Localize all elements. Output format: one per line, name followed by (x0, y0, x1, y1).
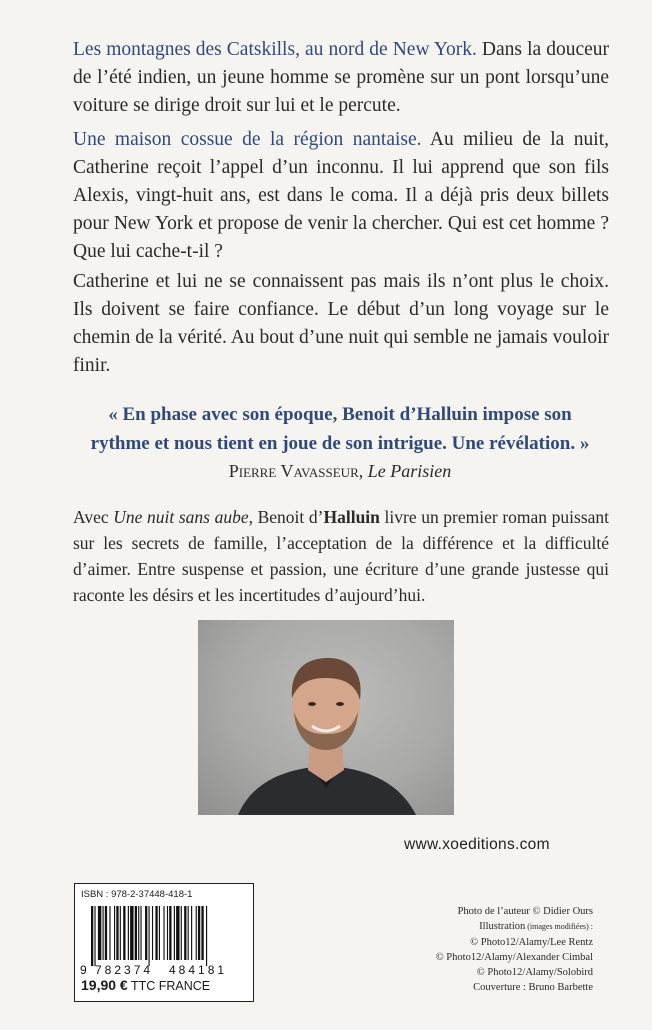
barcode-bar (120, 906, 121, 960)
barcode-bar (105, 906, 107, 960)
isbn-label: ISBN : 978-2-37448-418-1 (81, 889, 193, 900)
publisher-website: www.xoeditions.com (404, 836, 550, 853)
credit-illustration (353, 919, 593, 934)
barcode-digits-group-2: 484181 (169, 963, 228, 976)
barcode-bar (201, 906, 203, 960)
paragraph-2-text: Au milieu de la nuit, Catherine reçoit l’appel d’un inconnu. Il lui apprend que son fils Alexis, vingt-huit ans, est dans le coma. Il a déjà pris deux billets pour New York et propose de venir la chercher. Qui est cet homme ? Que lui cache-t-il ? (73, 129, 609, 262)
press-quote (60, 400, 620, 484)
barcode-bar (109, 906, 110, 960)
barcode-bar (169, 906, 171, 960)
barcode-bar (98, 906, 101, 960)
barcode-bar (128, 906, 129, 960)
credit-line-2: © Photo12/Alamy/Alexander Cimbal (435, 951, 593, 963)
barcode-bar (123, 906, 125, 960)
author-photo (198, 620, 454, 815)
barcode-bar (198, 906, 200, 960)
barcode-bar (181, 906, 182, 960)
barcode-bar (135, 906, 137, 960)
credits (353, 904, 593, 996)
book-pitch (73, 504, 609, 608)
author-name (258, 507, 380, 527)
credit-illustration-label: Illustration (479, 921, 526, 933)
barcode-bar (196, 906, 197, 960)
barcode-box (74, 883, 254, 1002)
quote-line-2: rythme et nous tient en joue de son intrigue. Une révélation. » (90, 433, 590, 454)
credit-line-3: © Photo12/Alamy/Solobird (476, 967, 593, 979)
barcode-bar (167, 906, 168, 960)
paragraph-2-lead: Une maison cossue de la région nantaise. (73, 129, 422, 150)
barcode-bar (159, 906, 160, 960)
quote-source: Le Parisien (367, 461, 452, 481)
barcode-bar (152, 906, 153, 960)
barcode-bar (145, 906, 147, 960)
quote-attribution (60, 458, 620, 484)
book-title: Une nuit sans aube (113, 507, 249, 527)
credit-line-1: © Photo12/Alamy/Lee Rentz (470, 936, 593, 948)
credit-cover: Couverture : Bruno Barbette (473, 982, 593, 994)
price-value: 19,90 € (81, 977, 128, 993)
credit-illustration-note: (images modifiées) : (525, 922, 593, 932)
quote-line-1: « En phase avec son époque, Benoit d’Halluin impose son (108, 404, 572, 425)
author-first: Benoit (257, 507, 305, 527)
barcode-bar (91, 906, 93, 966)
barcode-digits-group-1: 782374 (95, 963, 154, 976)
barcode-bar (176, 906, 179, 960)
barcode-bar (174, 906, 175, 960)
barcode-bar (94, 906, 95, 966)
author-mid: d’ (304, 507, 324, 527)
author-portrait-illustration (198, 620, 454, 815)
barcode-bar (149, 906, 150, 966)
barcode-bar (140, 906, 141, 960)
credit-photo: Photo de l’auteur © Didier Ours (457, 906, 593, 917)
synopsis-paragraph-3 (73, 268, 609, 380)
barcode-bar (191, 906, 192, 960)
barcode-bar (188, 906, 189, 960)
paragraph-1-text: Dans la douceur de l’été indien, un jeune homme se promène sur un pont lorsqu’une voiture se dirige droit sur lui et le percute. (73, 39, 609, 116)
barcode-bar (114, 906, 115, 960)
barcode-bar (116, 906, 118, 960)
price-suffix: TTC FRANCE (127, 979, 211, 993)
barcode-bar (130, 906, 133, 960)
barcode-bar (138, 906, 139, 960)
pitch-sep: , (248, 507, 258, 527)
barcode-bar (206, 906, 207, 966)
quote-separator: , (358, 461, 368, 481)
barcode-digit-first: 9 (80, 963, 87, 976)
barcode-bar (184, 906, 186, 960)
synopsis-paragraph-2 (73, 126, 609, 266)
pitch-pre: Avec (73, 507, 114, 527)
barcode-bar (163, 906, 164, 960)
author-last: Halluin (323, 507, 380, 527)
paragraph-1-lead: Les montagnes des Catskills, au nord de New York. (73, 39, 477, 60)
barcode-bar (155, 906, 157, 960)
barcode-bar (103, 906, 104, 960)
price (81, 977, 210, 993)
synopsis-paragraph-1 (73, 36, 609, 120)
pitch-text: livre un premier roman puissant sur les secrets de famille, l’acceptation de la différence et la difficulté d’aimer. Entre suspense et passion, une écriture d’une grande justesse qui raconte les désirs et les incertitudes d’aujourd’hui. (73, 507, 610, 605)
quote-author: Pierre Vavasseur (228, 461, 359, 481)
barcode (79, 904, 247, 976)
paragraph-3-text: Catherine et lui ne se connaissent pas mais ils n’ont plus le choix. Ils doivent se faire confiance. Le début d’un long voyage sur le chemin de la vérité. Au bout d’une nuit qui semble ne jamais vouloir finir. (73, 271, 609, 376)
